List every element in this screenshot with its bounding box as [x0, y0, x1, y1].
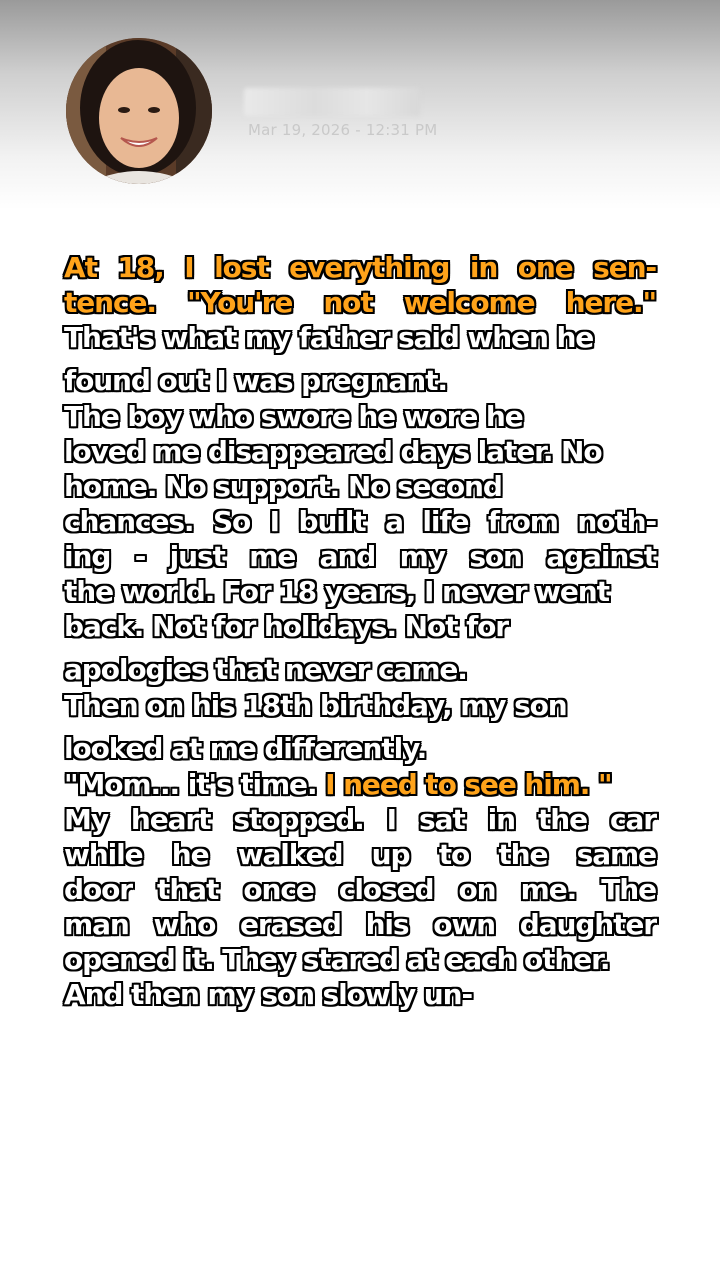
story-line: tence. "You're not welcome here.": [64, 286, 656, 319]
story-line-highlight: I need to see him. ": [325, 768, 612, 801]
story-line: opened it. They stared at each other.: [64, 943, 610, 976]
story-line: the world. For 18 years, I never went: [64, 575, 609, 608]
story-line: ing - just me and my son against: [64, 540, 656, 573]
story-line: man who erased his own daughter: [64, 908, 656, 941]
story-line: apologies that never came.: [64, 653, 467, 686]
story-line: chances. So I built a life from noth-: [64, 505, 656, 538]
post-header: [66, 38, 666, 188]
story-line: Then on his 18th birthday, my son: [64, 689, 567, 722]
post-timestamp: Mar 19, 2026 - 12:31 PM: [248, 121, 438, 139]
story-line: door that once closed on me. The: [64, 873, 656, 906]
author-name[interactable]: [244, 88, 420, 116]
story-line-quote-start: "Mom... it's time.: [64, 768, 326, 801]
story-line-mixed: [64, 767, 656, 802]
story-line: That's what my father said when he: [64, 321, 594, 354]
story-line: loved me disappeared days later. No: [64, 435, 602, 468]
story-line: looked at me differently.: [64, 732, 427, 765]
story-text: [64, 250, 656, 1012]
story-line: The boy who swore he wore he: [64, 400, 523, 433]
story-line: And then my son slowly un-: [64, 978, 472, 1011]
story-line: At 18, I lost everything in one sen-: [64, 251, 656, 284]
story-line: while he walked up to the same: [64, 838, 656, 871]
story-line: home. No support. No second: [64, 470, 502, 503]
story-line: back. Not for holidays. Not for: [64, 610, 508, 643]
story-line: found out I was pregnant.: [64, 364, 447, 397]
author-avatar[interactable]: [66, 38, 212, 184]
story-line: My heart stopped. I sat in the car: [64, 803, 656, 836]
avatar-portrait-icon: [66, 38, 212, 184]
